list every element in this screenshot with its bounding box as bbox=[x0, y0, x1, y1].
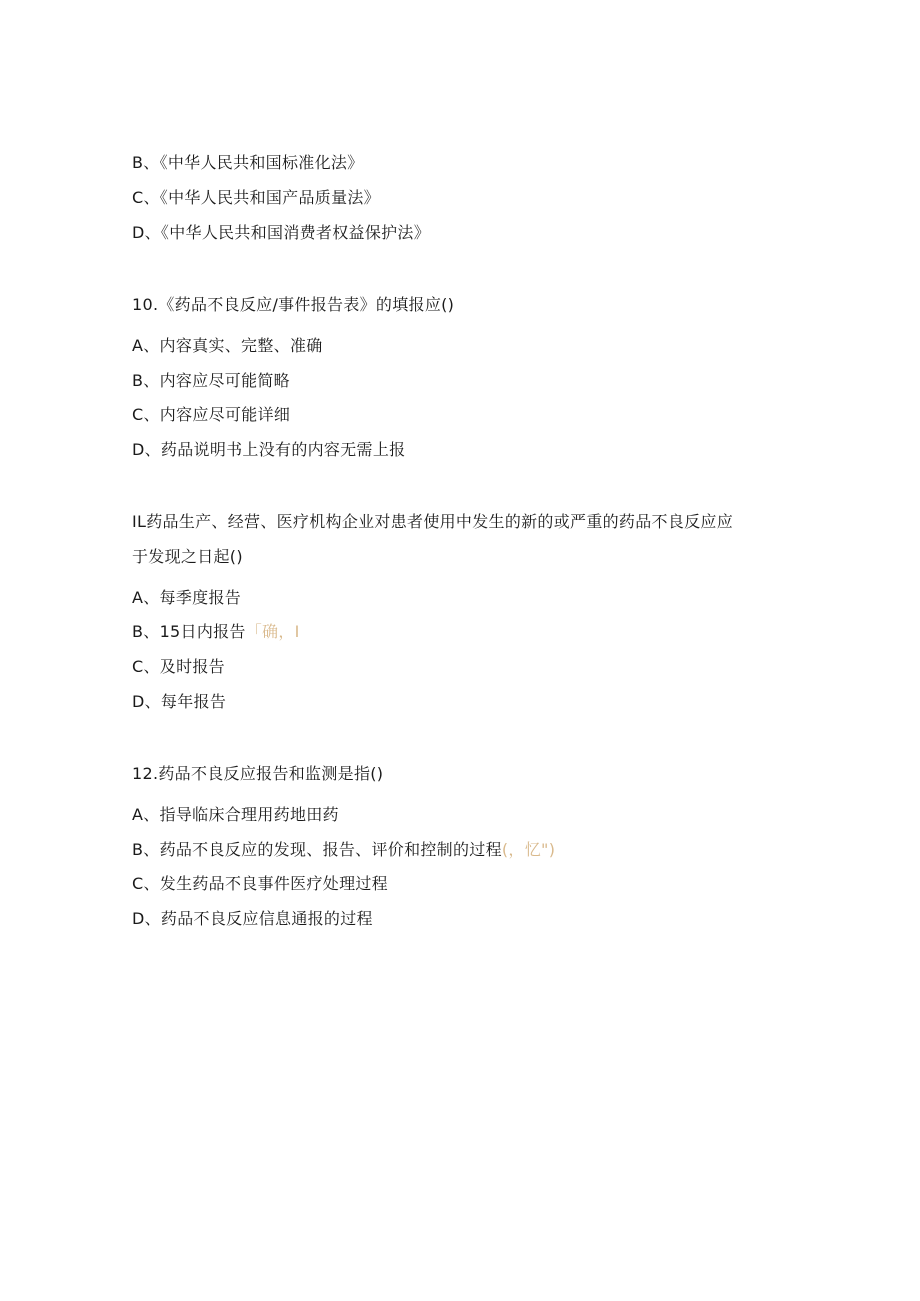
q10-stem: 10.《药品不良反应/事件报告表》的填报应() bbox=[132, 295, 455, 314]
q11-option-d: D、每年报告 bbox=[132, 692, 227, 711]
q10-option-d: D、药品说明书上没有的内容无需上报 bbox=[132, 440, 406, 459]
q12-option-c: C、发生药品不良事件医疗处理过程 bbox=[132, 874, 388, 893]
q12-stem: 12.药品不良反应报告和监测是指() bbox=[132, 764, 384, 783]
q9-option-d: D、《中华人民共和国消费者权益保护法》 bbox=[132, 223, 431, 242]
q12-answer-note: (，忆") bbox=[501, 840, 556, 859]
q9-option-b: B、《中华人民共和国标准化法》 bbox=[132, 153, 364, 172]
q11-option-c: C、及时报告 bbox=[132, 657, 225, 676]
q12-option-a: A、指导临床合理用药地田药 bbox=[132, 805, 339, 824]
q10-option-b: B、内容应尽可能简略 bbox=[132, 371, 290, 390]
q11-option-b-text: B、15日内报告 bbox=[132, 622, 246, 641]
q10-option-a: A、内容真实、完整、准确 bbox=[132, 336, 323, 355]
q12-option-d: D、药品不良反应信息通报的过程 bbox=[132, 909, 373, 928]
q12-option-b-text: B、药品不良反应的发现、报告、评价和控制的过程 bbox=[132, 840, 502, 859]
q10-option-c: C、内容应尽可能详细 bbox=[132, 405, 291, 424]
q11-option-b bbox=[132, 622, 300, 642]
q9-option-c: C、《中华人民共和国产品质量法》 bbox=[132, 188, 380, 207]
q11-stem-line2: 于发现之日起() bbox=[132, 547, 243, 566]
q11-answer-note: 「确，I bbox=[245, 622, 300, 641]
q11-option-a: A、每季度报告 bbox=[132, 588, 242, 607]
q11-stem-line1: IL药品生产、经营、医疗机构企业对患者使用中发生的新的或严重的药品不良反应应 bbox=[132, 512, 734, 531]
q12-option-b bbox=[132, 840, 555, 860]
